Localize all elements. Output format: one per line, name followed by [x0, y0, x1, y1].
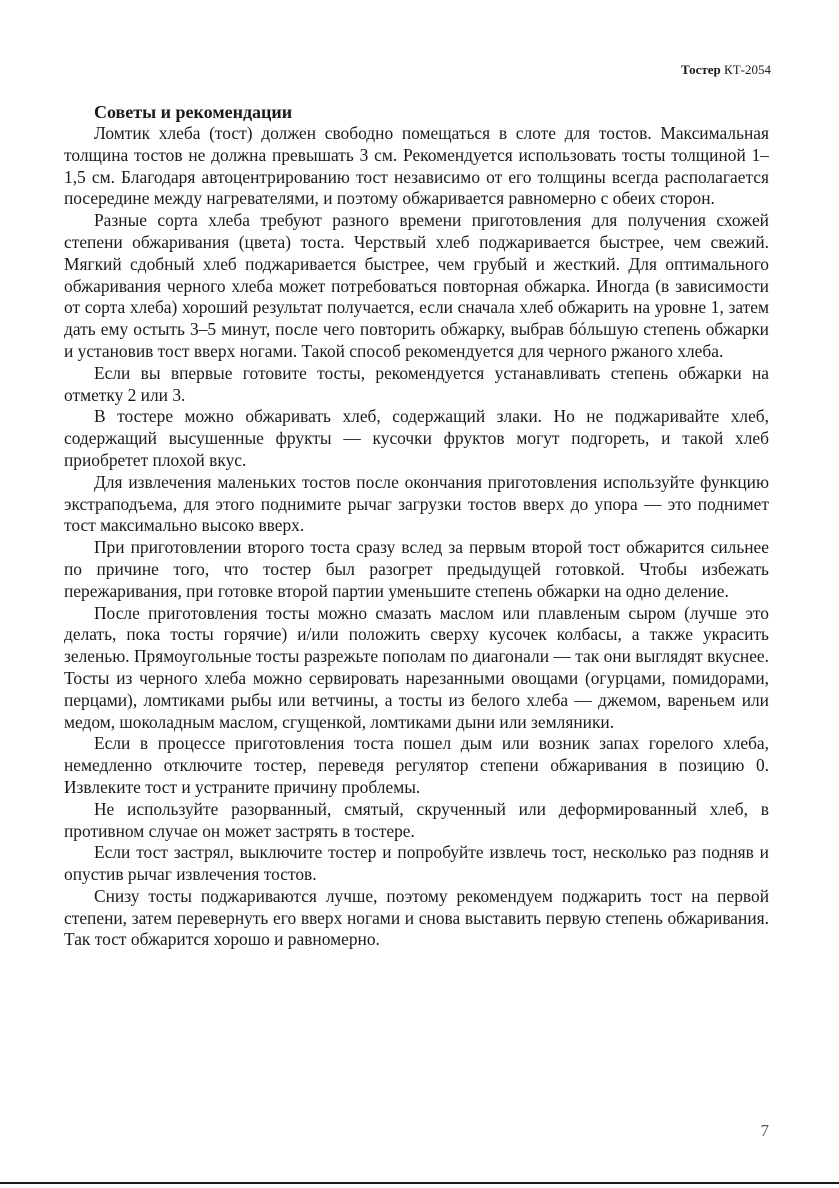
paragraph: В тостере можно обжаривать хлеб, содержащий злаки. Но не поджаривайте хлеб, содержащий высушенные фрукты — кусочки фруктов могут подгореть, и такой хлеб приобретет плохой вкус.	[64, 406, 769, 470]
paragraph: Для извлечения маленьких тостов после окончания приготовления используйте функцию экстраподъема, для этого поднимите рычаг загрузки тостов вверх до упора — это поднимет тост максимально высоко вверх.	[64, 471, 769, 536]
page-header	[681, 62, 771, 78]
header-product-name: Тостер	[681, 62, 721, 77]
paragraph: Снизу тосты поджариваются лучше, поэтому рекомендуем поджарить тост на первой степени, затем перевернуть его вверх ногами и снова выставить первую степень обжаривания. Так тост обжарится хорошо и равномерно.	[64, 885, 769, 950]
section-title: Советы и рекомендации	[94, 102, 293, 122]
paragraph: Не используйте разорванный, смятый, скрученный или деформированный хлеб, в противном случае он может застрять в тостере.	[64, 798, 769, 841]
paragraph: Разные сорта хлеба требуют разного времени приготовления для получения схожей степени обжаривания (цвета) тоста. Черствый хлеб поджаривается быстрее, чем свежий. Мягкий сдобный хлеб поджаривается быстрее, чем грубый и жесткий. Для оптимального обжаривания черного хлеба может потребоваться повторная обжарка. Иногда (в зависимости от сорта хлеба) хороший результат получается, если сначала хлеб обжарить на уровне 1, затем дать ему остыть 3–5 минут, после чего повторить обжарку, выбрав бóльшую степень обжарки и установив тост вверх ногами. Такой способ рекомендуется для черного ржаного хлеба.	[64, 210, 769, 361]
header-model: КТ-2054	[724, 62, 771, 77]
paragraph: Если вы впервые готовите тосты, рекомендуется устанавливать степень обжарки на отметку 2 или 3.	[64, 362, 769, 405]
paragraph: После приготовления тосты можно смазать маслом или плавленым сыром (лучше это делать, пока тосты горячие) и/или положить сверху кусочек колбасы, а также украсить зеленью. Прямоугольные тосты разрежьте пополам по диагонали — так они выглядят вкуснее. Тосты из черного хлеба можно сервировать нарезанными овощами (огурцами, помидорами, перцами), ломтиками рыбы или ветчины, а тосты из белого хлеба — джемом, вареньем или медом, шоколадным маслом, сгущенкой, ломтиками дыни или земляники.	[64, 602, 769, 732]
bottom-rule	[0, 1182, 839, 1184]
paragraph: Если в процессе приготовления тоста пошел дым или возник запах горелого хлеба, немедленно отключите тостер, переведя регулятор степени обжаривания в позицию 0. Извлеките тост и устраните причину проблемы.	[64, 733, 769, 797]
paragraph: Если тост застрял, выключите тостер и попробуйте извлечь тост, несколько раз подняв и опустив рычаг извлечения тостов.	[64, 842, 769, 885]
paragraph: При приготовлении второго тоста сразу вслед за первым второй тост обжарится сильнее по причине того, что тостер был разогрет предыдущей готовкой. Чтобы избежать пережаривания, при готовке второй партии уменьшите степень обжарки на одно деление.	[64, 537, 769, 601]
paragraph: Ломтик хлеба (тост) должен свободно помещаться в слоте для тостов. Максимальная толщина тостов не должна превышать 3 см. Рекомендуется использовать тосты толщиной 1–1,5 см. Благодаря автоцентрированию тост независимо от его толщины всегда располагается посередине между нагревателями, и поэтому обжаривается равномерно с обеих сторон.	[64, 123, 769, 209]
page-number: 7	[760, 1121, 769, 1140]
section-content	[64, 101, 769, 951]
